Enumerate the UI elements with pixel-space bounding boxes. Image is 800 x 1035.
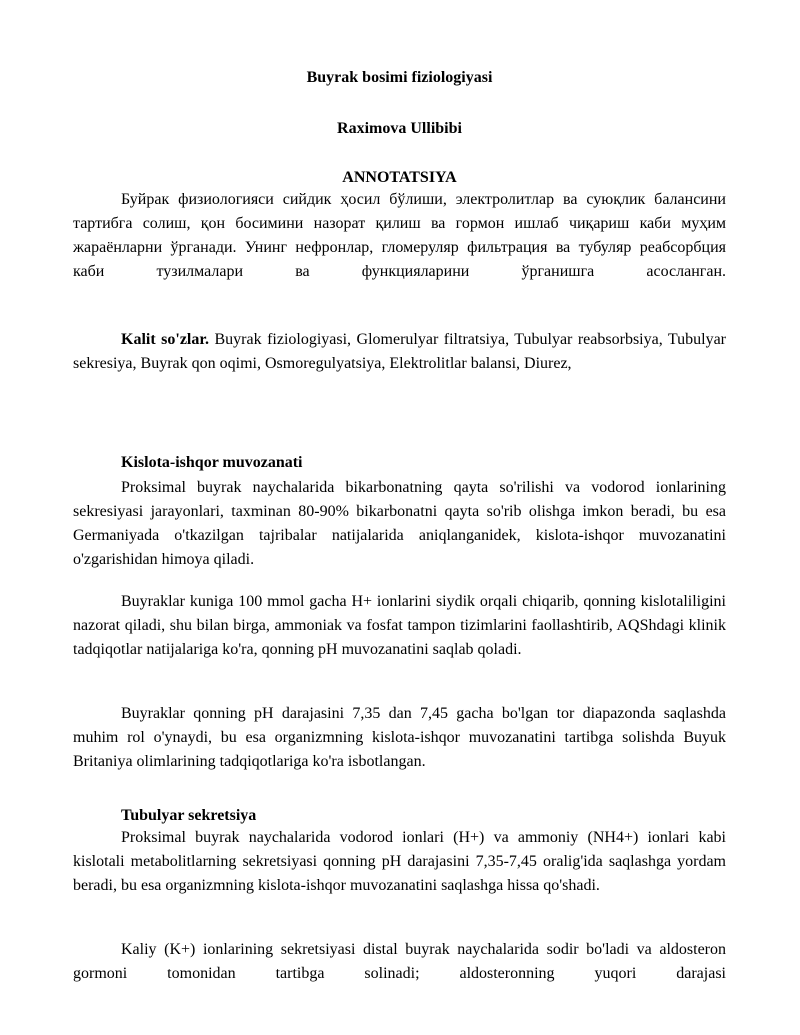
document-title: Buyrak bosimi fiziologiyasi — [306, 69, 493, 86]
section-heading-acid-base: Kislota-ishqor muvozanati — [121, 454, 303, 471]
keywords-text: Buyrak fiziologiyasi, Glomerulyar filtratsiya, Tubulyar reabsorbsiya, Tubulyar sekresiya, Buyrak qon oqimi, Osmoregulyatsiya, Elektrolitlar balansi, Diurez, — [73, 331, 726, 372]
section2-paragraph: Kaliy (K+) ionlarining sekretsiyasi distal buyrak naychalarida sodir bo'ladi va aldosteron gormoni tomonidan tartibga solinadi; aldosteronning yuqori darajasi — [73, 941, 726, 982]
section-heading-tubular-secretion: Tubulyar sekretsiya — [121, 807, 257, 824]
annotation-heading: ANNOTATSIYA — [342, 169, 457, 186]
keywords-paragraph — [73, 328, 726, 376]
section1-paragraph: Proksimal buyrak naychalarida bikarbonatning qayta so'rilishi va vodorod ionlarining sekresiyasi jarayonlari, taxminan 80-90% bikarbonatni qayta so'rib olishga imkon beradi, bu esa Germaniyada o'tkazilgan tajribalar natijalarida aniqlanganidek, kislota-ishqor muvozanatini o'zgarishidan himoya qiladi. — [73, 479, 726, 568]
keywords-label: Kalit so'zlar. — [121, 331, 209, 348]
annotation-paragraph: Буйрак физиологияси сийдик ҳосил бўлиши, электролитлар ва суюқлик балансини тартибга солиш, қон босимини назорат қилиш ва гормон ишлаб чиқариш каби муҳим жараёнларни ўрганади. Унинг нефронлар, гломеруляр фильтрация ва тубуляр реабсорбция каби тузилмалари ва функцияларини ўрганишга асосланган. — [73, 191, 726, 280]
section2-paragraph: Proksimal buyrak naychalarida vodorod ionlari (H+) va ammoniy (NH4+) ionlari kabi kislotali metabolitlarning sekretsiyasi qonning pH darajasini 7,35-7,45 oralig'ida saqlashga yordam beradi, bu esa organizmning kislota-ishqor muvozanatini saqlashga hissa qo'shadi. — [73, 829, 726, 894]
section1-paragraph: Buyraklar qonning pH darajasini 7,35 dan 7,45 gacha bo'lgan tor diapazonda saqlashda muhim rol o'ynaydi, bu esa organizmning kislota-ishqor muvozanatini tartibga solishda Buyuk Britaniya olimlarining tadqiqotlariga ko'ra isbotlangan. — [73, 705, 726, 770]
section1-paragraph: Buyraklar kuniga 100 mmol gacha H+ ionlarini siydik orqali chiqarib, qonning kislotaliligini nazorat qiladi, shu bilan birga, ammoniak va fosfat tampon tizimlarini faollashtirib, AQShdagi klinik tadqiqotlar natijalariga ko'ra, qonning pH muvozanatini saqlab qoladi. — [73, 593, 726, 658]
author-name: Raximova Ullibibi — [337, 120, 462, 137]
